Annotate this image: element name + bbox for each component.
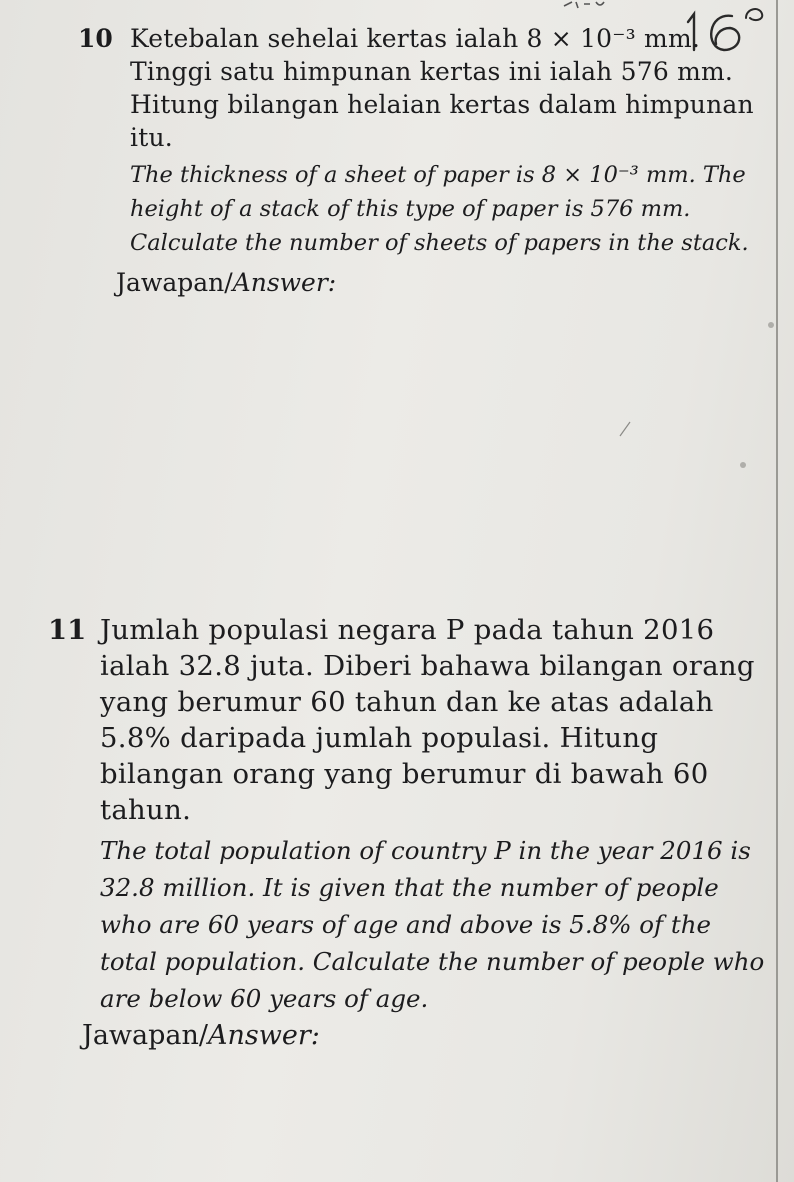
stray-dot: [768, 322, 774, 328]
question-number: 10: [78, 24, 113, 53]
question-text-malay: Ketebalan sehelai kertas ialah 8 × 10⁻³ mm. Tinggi satu himpunan kertas ini ialah 576 mm. Hitung bilangan helaian kertas dalam himpunan itu.: [130, 24, 754, 152]
stray-dot: [740, 462, 746, 468]
answer-label-malay: Jawapan/: [116, 268, 233, 297]
question-number: 11: [48, 614, 87, 646]
answer-label-malay: Jawapan/: [82, 1020, 208, 1051]
answer-label: [82, 1020, 320, 1051]
answer-label-english: Answer:: [208, 1020, 320, 1051]
margin-line: [776, 0, 778, 1182]
question-text-malay: Jumlah populasi negara P pada tahun 2016 ialah 32.8 juta. Diberi bahawa bilangan orang yang berumur 60 tahun dan ke atas adalah 5.8% daripada jumlah populasi. Hitung bilangan orang yang berumur di bawah 60 tahun.: [100, 614, 755, 826]
answer-label: [116, 268, 336, 297]
question-10: [78, 22, 768, 260]
question-11: [48, 612, 768, 1017]
pencil-scribble: [560, 0, 620, 14]
question-text-english: The thickness of a sheet of paper is 8 × 10⁻³ mm. The height of a stack of this type of paper is 576 mm. Calculate the number of sheets of papers in the stack.: [130, 162, 749, 256]
answer-label-english: Answer:: [232, 268, 337, 297]
stray-mark: [618, 420, 632, 438]
question-text-english: The total population of country P in the year 2016 is 32.8 million. It is given that the number of people who are 60 years of age and above is 5.8% of the total population. Calculate the number of people who are below 60 years of age.: [100, 836, 765, 1013]
